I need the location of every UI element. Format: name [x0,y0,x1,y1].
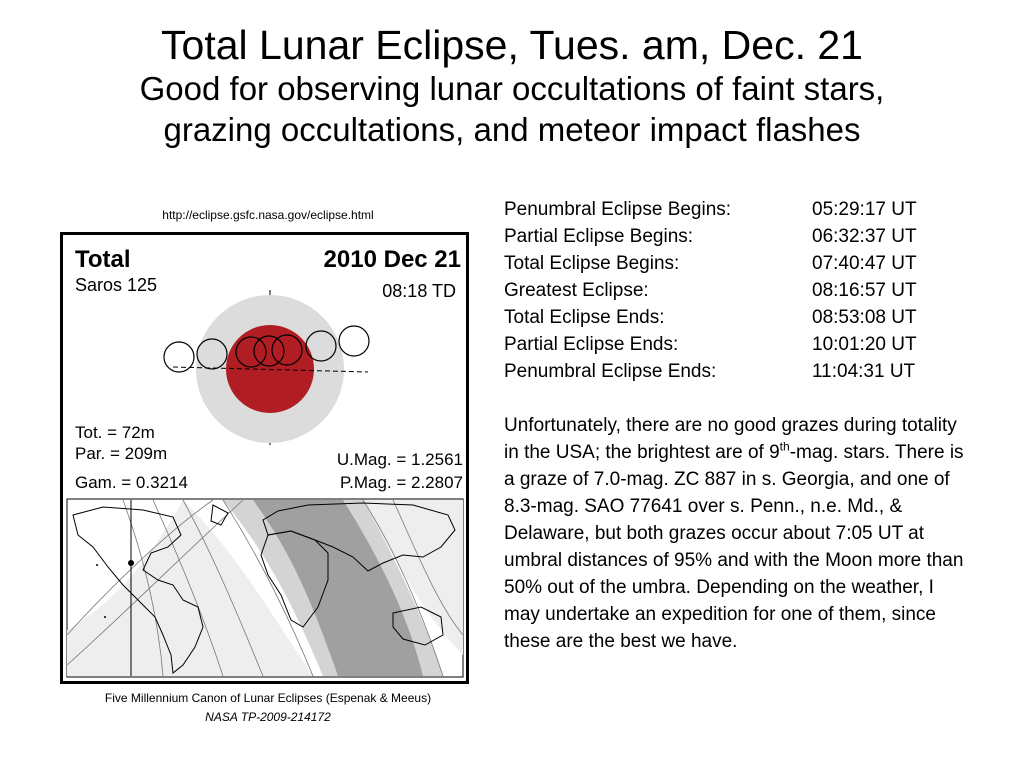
eclipse-type-label: Total [75,246,131,273]
map-island-dot [96,564,98,566]
visibility-map [67,499,463,677]
moon-position-penumbral-end [339,326,369,356]
table-row [504,223,917,250]
totality-duration: Tot. = 72m [75,423,155,442]
event-time: 10:01:20 UT [812,334,917,355]
subtitle-line-1: Good for observing lunar occultations of faint stars, [139,70,885,107]
table-row [504,277,917,304]
map-island-dot [104,616,106,618]
figure-caption: Five Millennium Canon of Lunar Eclipses (Espenak & Meeus) [104,691,432,705]
eclipse-date-label: 2010 Dec 21 [323,246,461,273]
graze-paragraph [504,412,974,655]
table-row [504,331,917,358]
table-row [504,358,917,385]
map-greatest-eclipse-marker [128,560,134,566]
subtitle-line-2: grazing occultations, and meteor impact flashes [163,111,861,148]
table-row [504,250,917,277]
event-label: Total Eclipse Begins: [504,253,680,274]
event-label: Greatest Eclipse: [504,280,649,301]
eclipse-times-table [504,196,917,385]
figure-caption-reference: NASA TP-2009-214172 [205,710,331,724]
event-time: 06:32:37 UT [812,226,917,247]
event-time: 05:29:17 UT [812,199,917,220]
table-row [504,196,917,223]
event-time: 08:16:57 UT [812,280,917,301]
eclipse-figure [60,232,469,684]
umbral-magnitude: U.Mag. = 1.2561 [336,450,463,469]
event-label: Partial Eclipse Begins: [504,226,694,247]
moon-position-penumbral-begin [164,342,194,372]
event-time: 11:04:31 UT [812,361,916,382]
paragraph-text-end: -mag. stars. There is a graze of 7.0-mag. ZC 887 in s. Georgia, and one of 8.3-mag. SAO 77641 over s. Penn., n.e. Md., & Delaware, but both grazes occur about 7:05 UT at umbral distances of 95% and with the Moon more than 50% out of the umbra. Depending on the weather, I may undertake an expedition for one of them, since these are the best we have. [504,442,964,652]
event-label: Penumbral Eclipse Ends: [504,361,717,382]
event-label: Partial Eclipse Ends: [504,334,679,355]
event-time: 07:40:47 UT [812,253,917,274]
event-label: Penumbral Eclipse Begins: [504,199,732,220]
event-time: 08:53:08 UT [812,307,917,328]
shadow-diagram [164,290,369,445]
page-title: Total Lunar Eclipse, Tues. am, Dec. 21 [161,22,863,68]
gamma-value: Gam. = 0.3214 [75,473,188,492]
source-url: http://eclipse.gsfc.nasa.gov/eclipse.html [162,208,374,222]
partial-duration: Par. = 209m [75,444,168,463]
saros-label: Saros 125 [75,275,158,295]
paragraph-text-start: Unfortunately, there are no good grazes during totality in the USA; the brightest are of 9 [504,415,957,463]
title-block [0,22,1024,150]
greatest-time-label: 08:18 TD [382,281,456,301]
penumbral-magnitude: P.Mag. = 2.2807 [339,473,463,492]
table-row [504,304,917,331]
event-label: Total Eclipse Ends: [504,307,665,328]
paragraph-superscript: th [779,439,790,454]
eclipse-diagram [63,235,466,681]
